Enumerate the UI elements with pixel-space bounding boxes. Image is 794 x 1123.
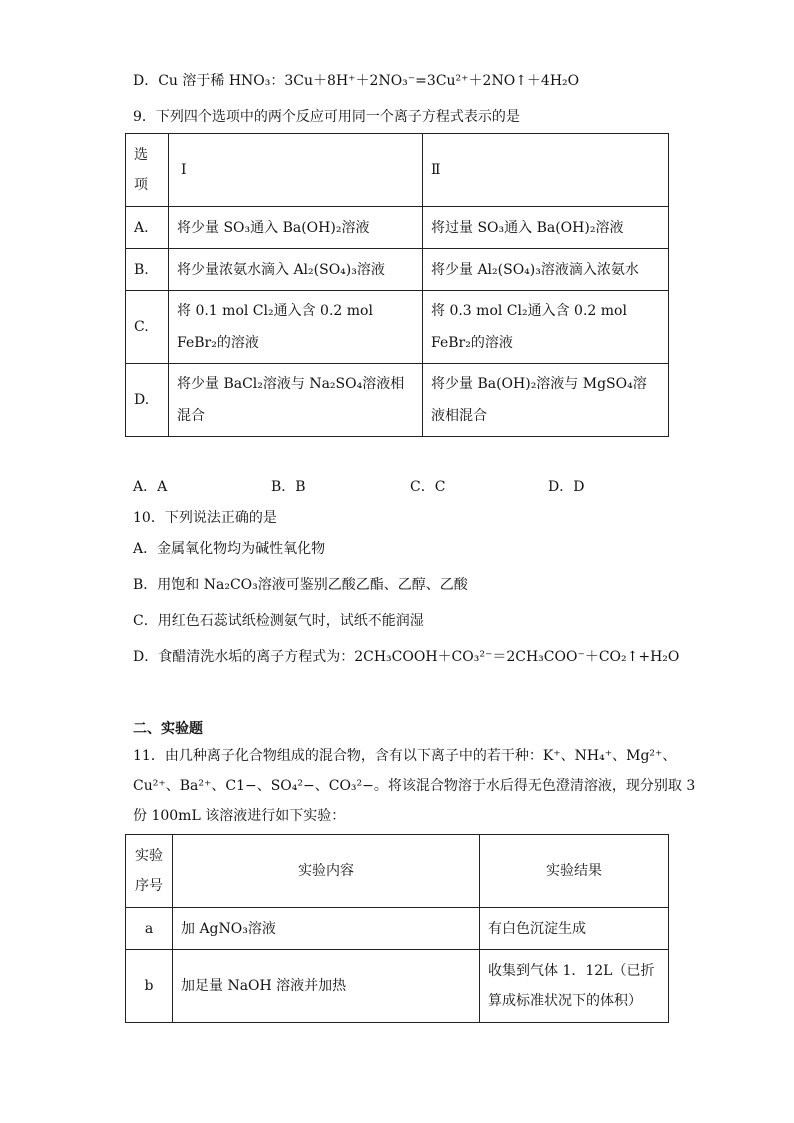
table-row: [126, 207, 669, 249]
row-option: A.: [126, 207, 169, 249]
table-header-row: [126, 134, 669, 207]
row-i: 将 0.1 mol Cl₂通入含 0.2 mol FeBr₂的溶液: [169, 291, 423, 364]
question-9-table: [125, 133, 669, 437]
question-10-option-d: D．食醋清洗水垢的离子方程式为：2CH₃COOH＋CO₃²⁻＝2CH₃COO⁻＋CO₂↑+H₂O: [133, 649, 680, 665]
row-ii: 将 0.3 mol Cl₂通入含 0.2 mol FeBr₂的溶液: [423, 291, 669, 364]
row-ii: 将少量 Ba(OH)₂溶液与 MgSO₄溶液相混合: [423, 364, 669, 437]
question-11-line-2: Cu²⁺、Ba²⁺、C1−、SO₄²−、CO₃²−。将该混合物溶于水后得无色澄清溶液，现分别取 3: [133, 778, 696, 794]
row-i: 将少量 SO₃通入 Ba(OH)₂溶液: [169, 207, 423, 249]
header-ii: Ⅱ: [423, 134, 669, 207]
table-header-row: [126, 835, 669, 908]
option-d-cu-line: D．Cu 溶于稀 HNO₃：3Cu＋8H⁺＋2NO₃⁻=3Cu²⁺＋2NO↑＋4H₂O: [133, 73, 580, 89]
header-result: 实验结果: [480, 835, 669, 908]
row-no: b: [126, 950, 173, 1023]
row-result: 有白色沉淀生成: [480, 908, 669, 950]
question-10-option-a: A．金属氧化物均为碱性氧化物: [133, 541, 326, 557]
table-row: [126, 950, 669, 1023]
row-ii: 将少量 Al₂(SO₄)₃溶液滴入浓氨水: [423, 249, 669, 291]
header-i: Ⅰ: [169, 134, 423, 207]
choice-d[interactable]: D．D: [548, 479, 585, 495]
question-11-table: [125, 834, 669, 1023]
row-i: 将少量浓氨水滴入 Al₂(SO₄)₃溶液: [169, 249, 423, 291]
row-result: 收集到气体 1．12L（已折算成标准状况下的体积）: [480, 950, 669, 1023]
table-row: [126, 249, 669, 291]
question-10-title: 10．下列说法正确的是: [133, 510, 277, 526]
row-option: D.: [126, 364, 169, 437]
table-row: [126, 291, 669, 364]
header-no: 实验序号: [126, 835, 173, 908]
header-content: 实验内容: [173, 835, 480, 908]
question-9-choices: [133, 476, 693, 496]
row-ii: 将过量 SO₃通入 Ba(OH)₂溶液: [423, 207, 669, 249]
question-11-line-3: 份 100mL 该溶液进行如下实验：: [133, 808, 346, 824]
row-option: C.: [126, 291, 169, 364]
question-10-option-b: B．用饱和 Na₂CO₃溶液可鉴别乙酸乙酯、乙醇、乙酸: [133, 577, 468, 593]
row-no: a: [126, 908, 173, 950]
question-10-option-c: C．用红色石蕊试纸检测氨气时，试纸不能润湿: [133, 613, 424, 629]
choice-c[interactable]: C．C: [410, 479, 446, 495]
header-option: 选项: [126, 134, 169, 207]
choice-b[interactable]: B．B: [271, 479, 306, 495]
question-9-title: 9．下列四个选项中的两个反应可用同一个离子方程式表示的是: [133, 109, 520, 125]
row-option: B.: [126, 249, 169, 291]
question-11-line-1: 11．由几种离子化合物组成的混合物，含有以下离子中的若干种：K⁺、NH₄⁺、Mg²⁺、: [133, 748, 677, 764]
row-content: 加足量 NaOH 溶液并加热: [173, 950, 480, 1023]
section-heading: 二、实验题: [133, 721, 203, 737]
row-content: 加 AgNO₃溶液: [173, 908, 480, 950]
choice-a[interactable]: A．A: [133, 479, 168, 495]
table-row: [126, 364, 669, 437]
table-row: [126, 908, 669, 950]
row-i: 将少量 BaCl₂溶液与 Na₂SO₄溶液相混合: [169, 364, 423, 437]
